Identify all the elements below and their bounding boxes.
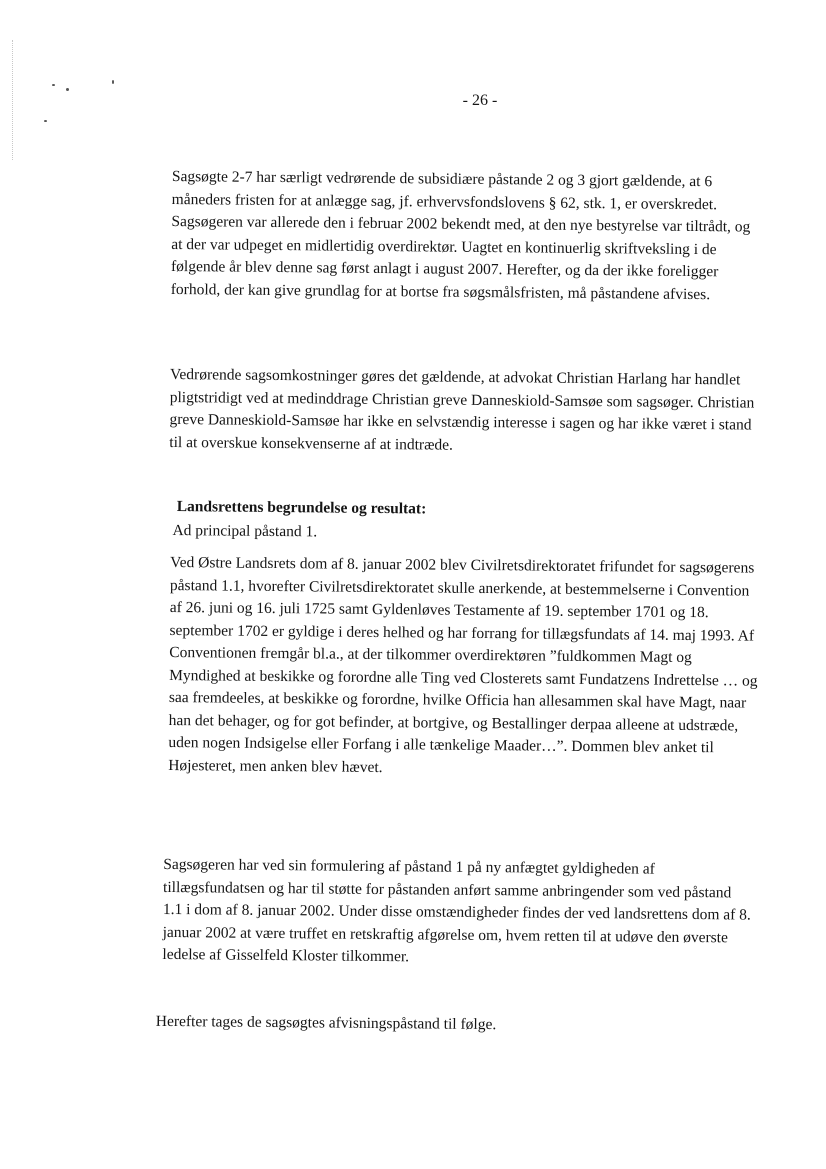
paragraph-sagsomkostninger: Vedrørende sagsomkostninger gøres det gældende, at advokat Christian Harlang har handlet pligtstridigt ved at medinddrage Christian greve Danneskiold-Samsøe som sagsøger. Christian greve Danneskiold-Samsøe har ikke en selvstændig interesse i sagen og har ikke været i stand til at overskue konsekvenserne af at indtræde. xyxy=(169,365,755,454)
scan-speck xyxy=(52,84,55,86)
section-heading: Landsrettens begrundelse og resultat: xyxy=(176,498,427,518)
paragraph-sagsoegte-frist: Sagsøgte 2-7 har særligt vedrørende de subsidiære påstande 2 og 3 gjort gældende, at 6 måneders fristen for at anlægge sag, jf. erhvervsfondslovens § 62, stk. 1, er overskredet. Sagsøgeren var allerede den i februar 2002 bekendt med, at den nye bestyrelse var tiltrådt, og at der var udpeget en midlertidig overdirektør. Uagtet en kontinuerlig skriftveksling i de følgende år blev denne sag først anlagt i august 2007. Herefter, og da der ikke foreligger forhold, der kan give grundlag for at bortse fra søgsmålsfristen, må påstandene afvises. xyxy=(170,167,751,303)
scan-margin-artifact xyxy=(12,40,15,160)
subheading-principal-paastand: Ad principal påstand 1. xyxy=(172,522,318,541)
paragraph-landsrets-dom: Ved Østre Landsrets dom af 8. januar 2002 blev Civilretsdirektoratet frifundet for sagsøgerens påstand 1.1, hvorefter Civilretsdirektoratet skulle anerkende, at bestemmelserne i Convention af 26. juni og 16. juli 1725 samt Gyldenløves Testamente af 19. september 1701 og 18. september 1702 er gyldige i deres helhed og har forrang for tillægsfundats af 14. maj 1993. Af Conventionen fremgår bl.a., at der tilkommer overdirektøren ”fuldkommen Magt og Myndighed at beskikke og forordne alle Ting ved Closterets samt Fundatzens Indrettelse … og saa fremdeeles, at beskikke og forordne, hvilke Officia han allesammen skal have Magt, naar han det behager, og for got befinder, at bortgive, og Bestallinger derpaa alleene at udstræde, uden nogen Indsigelse eller Forfang i alle tænkelige Maader…”. Dommen blev anket til Højesteret, men anken blev hævet. xyxy=(168,554,758,776)
page-number: - 26 - xyxy=(462,92,498,109)
paragraph-afvisning: Herefter tages de sagsøgtes afvisningspåstand til følge. xyxy=(155,1012,497,1034)
scan-speck xyxy=(44,120,47,122)
scan-speck xyxy=(66,88,69,91)
document-body xyxy=(155,166,772,1034)
paragraph-retskraftig-afgoerelse: Sagsøgeren har ved sin formulering af påstand 1 på ny anfægtet gyldigheden af tillægsfundatsen og har til støtte for påstanden anført samme anbringender som ved påstand 1.1 i dom af 8. januar 2002. Under disse omstændigheder findes der ved landsrettens dom af 8. januar 2002 at være truffet en retskraftig afgørelse om, hvem retten til at udøve den øverste ledelse af Gisselfeld Kloster tilkommer. xyxy=(162,855,751,966)
scan-speck xyxy=(112,80,114,84)
